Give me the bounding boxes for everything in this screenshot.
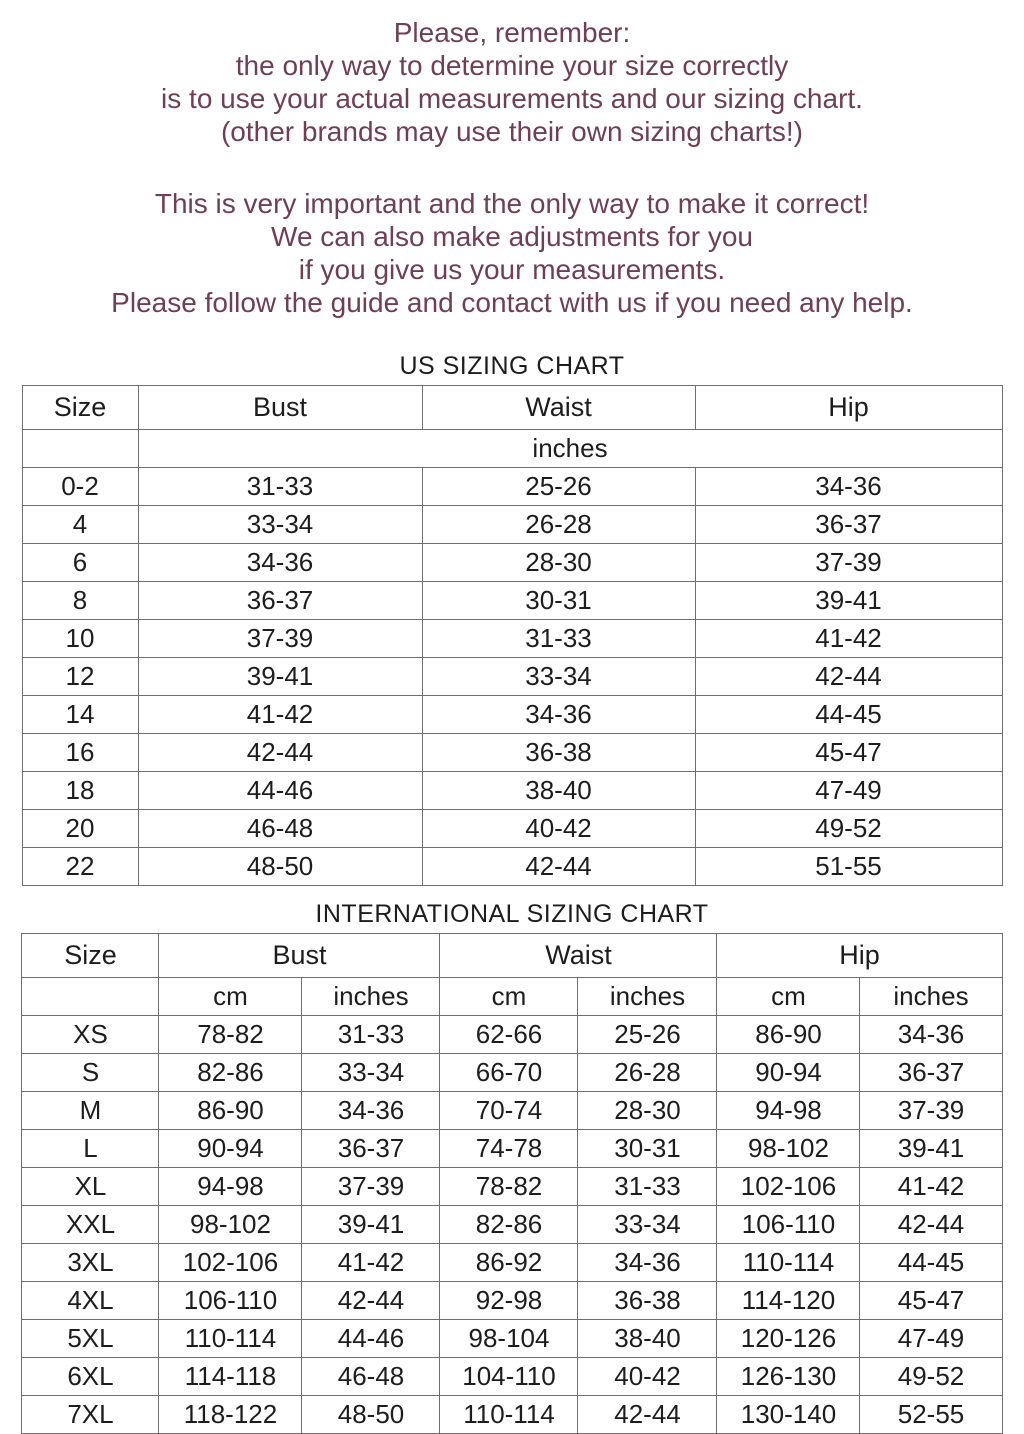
table-row	[22, 620, 1002, 658]
measurement-cell: 44-45	[695, 696, 1002, 734]
measurement-cell: 114-120	[717, 1282, 860, 1320]
notice-line: the only way to determine your size correctly	[235, 50, 789, 81]
table-row	[22, 1206, 1002, 1244]
measurement-cell: 40-42	[578, 1358, 717, 1396]
table-row	[22, 1054, 1002, 1092]
measurement-cell: 51-55	[695, 848, 1002, 886]
size-cell: 4XL	[22, 1282, 159, 1320]
size-cell: XL	[22, 1168, 159, 1206]
measurement-cell: 62-66	[440, 1016, 578, 1054]
measurement-cell: 34-36	[302, 1092, 440, 1130]
unit-label-waist-inches: inches	[578, 978, 717, 1016]
table-row	[22, 848, 1002, 886]
measurement-cell: 33-34	[302, 1054, 440, 1092]
measurement-cell: 25-26	[422, 468, 695, 506]
size-cell: 6XL	[22, 1358, 159, 1396]
measurement-cell: 49-52	[695, 810, 1002, 848]
measurement-cell: 49-52	[860, 1358, 1002, 1396]
size-cell: 16	[22, 734, 138, 772]
table-row	[22, 468, 1002, 506]
measurement-cell: 82-86	[440, 1206, 578, 1244]
table-row	[22, 1282, 1002, 1320]
measurement-cell: 70-74	[440, 1092, 578, 1130]
notice-block-2	[0, 187, 1024, 319]
measurement-cell: 36-37	[138, 582, 422, 620]
unit-label-waist-cm: cm	[440, 978, 578, 1016]
measurement-cell: 37-39	[695, 544, 1002, 582]
measurement-cell: 130-140	[717, 1396, 860, 1434]
column-header-hip: Hip	[695, 386, 1002, 430]
measurement-cell: 42-44	[302, 1282, 440, 1320]
measurement-cell: 37-39	[860, 1092, 1002, 1130]
measurement-cell: 74-78	[440, 1130, 578, 1168]
measurement-cell: 41-42	[138, 696, 422, 734]
measurement-cell: 92-98	[440, 1282, 578, 1320]
measurement-cell: 98-104	[440, 1320, 578, 1358]
measurement-cell: 42-44	[138, 734, 422, 772]
measurement-cell: 48-50	[302, 1396, 440, 1434]
us-unit-row	[22, 430, 1002, 468]
measurement-cell: 110-114	[440, 1396, 578, 1434]
table-row	[22, 1358, 1002, 1396]
measurement-cell: 34-36	[578, 1244, 717, 1282]
size-cell: 18	[22, 772, 138, 810]
table-row	[22, 734, 1002, 772]
measurement-cell: 33-34	[422, 658, 695, 696]
measurement-cell: 31-33	[138, 468, 422, 506]
notice-line: We can also make adjustments for you	[271, 221, 753, 252]
table-row	[22, 658, 1002, 696]
column-header-bust: Bust	[138, 386, 422, 430]
size-cell: 6	[22, 544, 138, 582]
measurement-cell: 39-41	[695, 582, 1002, 620]
size-cell: L	[22, 1130, 159, 1168]
notice-line: (other brands may use their own sizing charts!)	[220, 116, 804, 147]
measurement-cell: 86-90	[717, 1016, 860, 1054]
unit-label-inches: inches	[138, 430, 1002, 468]
unit-empty-cell	[22, 430, 138, 468]
measurement-cell: 106-110	[717, 1206, 860, 1244]
measurement-cell: 34-36	[695, 468, 1002, 506]
column-header-bust: Bust	[159, 934, 440, 978]
table-row	[22, 1320, 1002, 1358]
measurement-cell: 110-114	[717, 1244, 860, 1282]
unit-empty-cell	[22, 978, 159, 1016]
measurement-cell: 106-110	[159, 1282, 302, 1320]
measurement-cell: 41-42	[695, 620, 1002, 658]
measurement-cell: 34-36	[138, 544, 422, 582]
measurement-cell: 126-130	[717, 1358, 860, 1396]
measurement-cell: 44-45	[860, 1244, 1002, 1282]
measurement-cell: 38-40	[578, 1320, 717, 1358]
measurement-cell: 33-34	[578, 1206, 717, 1244]
measurement-cell: 118-122	[159, 1396, 302, 1434]
measurement-cell: 98-102	[159, 1206, 302, 1244]
size-cell: 22	[22, 848, 138, 886]
notice-line: Please, remember:	[393, 17, 631, 48]
table-row	[22, 544, 1002, 582]
measurement-cell: 34-36	[860, 1016, 1002, 1054]
measurement-cell: 37-39	[302, 1168, 440, 1206]
measurement-cell: 102-106	[159, 1244, 302, 1282]
measurement-cell: 94-98	[717, 1092, 860, 1130]
size-cell: M	[22, 1092, 159, 1130]
measurement-cell: 41-42	[302, 1244, 440, 1282]
size-cell: 7XL	[22, 1396, 159, 1434]
measurement-cell: 90-94	[159, 1130, 302, 1168]
notice-line: if you give us your measurements.	[298, 254, 726, 285]
column-header-waist: Waist	[440, 934, 717, 978]
table-row	[22, 1130, 1002, 1168]
size-cell: 4	[22, 506, 138, 544]
measurement-cell: 39-41	[138, 658, 422, 696]
measurement-cell: 28-30	[422, 544, 695, 582]
measurement-cell: 42-44	[422, 848, 695, 886]
measurement-cell: 45-47	[860, 1282, 1002, 1320]
measurement-cell: 31-33	[422, 620, 695, 658]
table-row	[22, 810, 1002, 848]
measurement-cell: 94-98	[159, 1168, 302, 1206]
us-table-body	[22, 468, 1002, 886]
measurement-cell: 86-90	[159, 1092, 302, 1130]
size-cell: XS	[22, 1016, 159, 1054]
measurement-cell: 41-42	[860, 1168, 1002, 1206]
measurement-cell: 82-86	[159, 1054, 302, 1092]
measurement-cell: 42-44	[860, 1206, 1002, 1244]
table-row	[22, 772, 1002, 810]
size-cell: 0-2	[22, 468, 138, 506]
size-cell: 8	[22, 582, 138, 620]
measurement-cell: 31-33	[302, 1016, 440, 1054]
measurement-cell: 25-26	[578, 1016, 717, 1054]
intl-header-row	[22, 934, 1002, 978]
size-cell: XXL	[22, 1206, 159, 1244]
measurement-cell: 37-39	[138, 620, 422, 658]
measurement-cell: 104-110	[440, 1358, 578, 1396]
measurement-cell: 31-33	[578, 1168, 717, 1206]
us-header-row	[22, 386, 1002, 430]
unit-label-bust-inches: inches	[302, 978, 440, 1016]
size-cell: 12	[22, 658, 138, 696]
measurement-cell: 52-55	[860, 1396, 1002, 1434]
measurement-cell: 48-50	[138, 848, 422, 886]
unit-label-bust-cm: cm	[159, 978, 302, 1016]
table-row	[22, 1244, 1002, 1282]
intl-unit-row	[22, 978, 1002, 1016]
measurement-cell: 40-42	[422, 810, 695, 848]
measurement-cell: 66-70	[440, 1054, 578, 1092]
notice-line: is to use your actual measurements and our sizing chart.	[161, 83, 863, 114]
measurement-cell: 36-37	[695, 506, 1002, 544]
measurement-cell: 30-31	[422, 582, 695, 620]
us-chart-title: US SIZING CHART	[399, 352, 625, 380]
notice-line: Please follow the guide and contact with us if you need any help.	[111, 287, 913, 318]
table-row	[22, 1168, 1002, 1206]
table-row	[22, 1092, 1002, 1130]
measurement-cell: 78-82	[440, 1168, 578, 1206]
measurement-cell: 36-38	[578, 1282, 717, 1320]
measurement-cell: 86-92	[440, 1244, 578, 1282]
table-row	[22, 506, 1002, 544]
unit-label-hip-inches: inches	[860, 978, 1002, 1016]
measurement-cell: 39-41	[302, 1206, 440, 1244]
size-cell: 3XL	[22, 1244, 159, 1282]
table-row	[22, 1396, 1002, 1434]
table-row	[22, 582, 1002, 620]
notice-line: This is very important and the only way to make it correct!	[154, 188, 870, 219]
measurement-cell: 46-48	[138, 810, 422, 848]
size-cell: 10	[22, 620, 138, 658]
measurement-cell: 47-49	[695, 772, 1002, 810]
measurement-cell: 39-41	[860, 1130, 1002, 1168]
measurement-cell: 28-30	[578, 1092, 717, 1130]
measurement-cell: 114-118	[159, 1358, 302, 1396]
measurement-cell: 110-114	[159, 1320, 302, 1358]
column-header-hip: Hip	[717, 934, 1002, 978]
table-row	[22, 1016, 1002, 1054]
measurement-cell: 90-94	[717, 1054, 860, 1092]
notice-text-section	[0, 0, 1024, 319]
notice-block-1	[0, 0, 1024, 148]
measurement-cell: 44-46	[302, 1320, 440, 1358]
measurement-cell: 38-40	[422, 772, 695, 810]
size-cell: 5XL	[22, 1320, 159, 1358]
size-cell: 20	[22, 810, 138, 848]
us-sizing-table	[22, 385, 1003, 886]
measurement-cell: 33-34	[138, 506, 422, 544]
measurement-cell: 98-102	[717, 1130, 860, 1168]
measurement-cell: 78-82	[159, 1016, 302, 1054]
table-row	[22, 696, 1002, 734]
measurement-cell: 26-28	[578, 1054, 717, 1092]
measurement-cell: 42-44	[578, 1396, 717, 1434]
international-chart-title: INTERNATIONAL SIZING CHART	[315, 900, 709, 928]
measurement-cell: 45-47	[695, 734, 1002, 772]
intl-table-body	[22, 1016, 1002, 1434]
column-header-size: Size	[22, 386, 138, 430]
measurement-cell: 46-48	[302, 1358, 440, 1396]
size-cell: S	[22, 1054, 159, 1092]
measurement-cell: 34-36	[422, 696, 695, 734]
column-header-waist: Waist	[422, 386, 695, 430]
measurement-cell: 36-37	[860, 1054, 1002, 1092]
unit-label-hip-cm: cm	[717, 978, 860, 1016]
measurement-cell: 44-46	[138, 772, 422, 810]
measurement-cell: 42-44	[695, 658, 1002, 696]
international-sizing-table	[21, 933, 1002, 1434]
measurement-cell: 36-38	[422, 734, 695, 772]
measurement-cell: 36-37	[302, 1130, 440, 1168]
measurement-cell: 47-49	[860, 1320, 1002, 1358]
measurement-cell: 120-126	[717, 1320, 860, 1358]
measurement-cell: 26-28	[422, 506, 695, 544]
measurement-cell: 102-106	[717, 1168, 860, 1206]
column-header-size: Size	[22, 934, 159, 978]
measurement-cell: 30-31	[578, 1130, 717, 1168]
size-cell: 14	[22, 696, 138, 734]
